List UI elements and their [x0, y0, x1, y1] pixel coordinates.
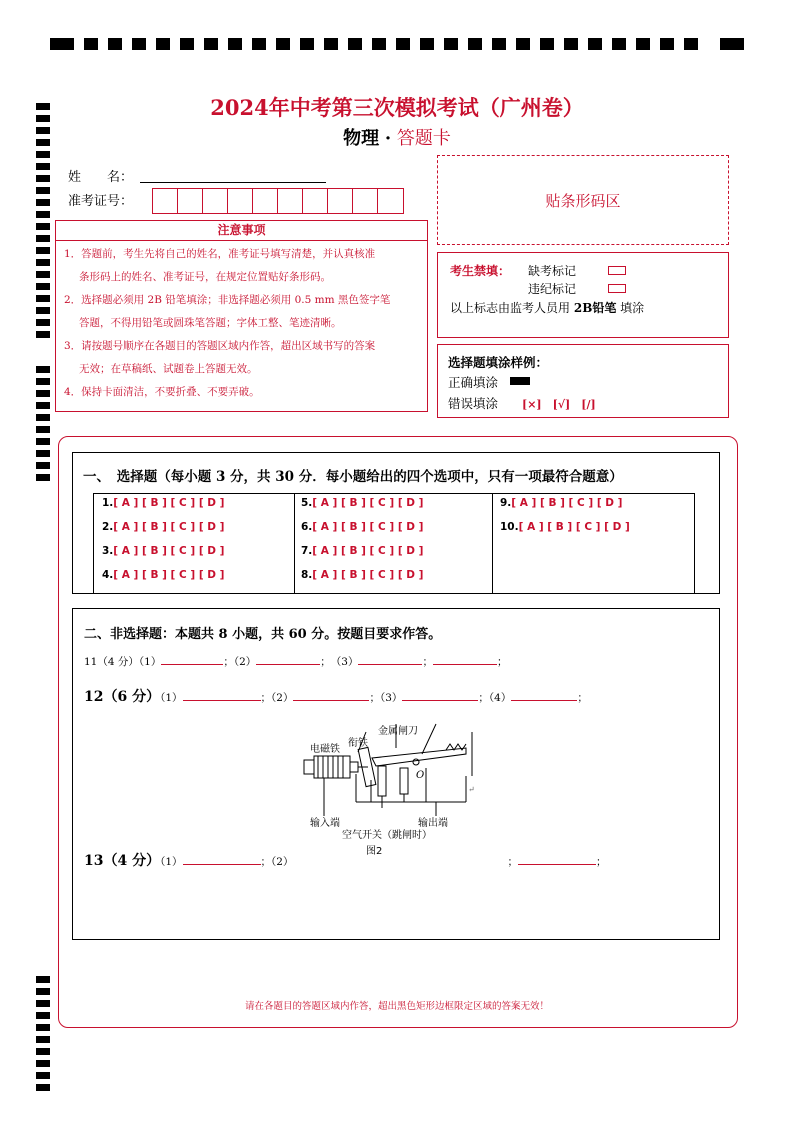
timing-mark [36, 426, 50, 433]
timing-mark [36, 295, 50, 302]
choice-options[interactable]: [ A ] [ B ] [ C ] [ D ] [113, 545, 225, 557]
timing-mark [444, 38, 458, 50]
choice-question-3[interactable] [102, 545, 224, 557]
choice-options[interactable]: [ A ] [ B ] [ C ] [ D ] [511, 497, 623, 509]
q13-end: ； [595, 856, 607, 868]
timing-mark [720, 38, 744, 50]
choice-question-8[interactable] [301, 569, 423, 581]
blade-pivot [413, 759, 419, 765]
q13-answer-2[interactable] [518, 854, 596, 865]
card-name-label: 答题卡 [396, 128, 451, 149]
timing-mark [36, 259, 50, 266]
timing-mark [36, 151, 50, 158]
label-pivot: O [416, 770, 425, 781]
notice-item: 4．保持卡面清洁，不要折叠、不要弄破。 [64, 386, 260, 398]
choice-options[interactable]: [ A ] [ B ] [ C ] [ D ] [312, 569, 424, 581]
q11-part2-label: ；（2） [223, 656, 257, 668]
choice-question-10[interactable] [500, 521, 630, 533]
q12-part1-label: （1） [160, 692, 183, 704]
subtitle-dot: · [384, 128, 392, 149]
q12-end: ； [577, 692, 588, 704]
label-input: 输入端 [310, 818, 340, 829]
choice-number: 3. [102, 545, 114, 557]
q11-end: ； [496, 656, 508, 668]
timing-mark [36, 988, 50, 995]
choice-options[interactable]: [ A ] [ B ] [ C ] [ D ] [312, 497, 424, 509]
contact-post-right [400, 768, 408, 794]
choice-options[interactable]: [ A ] [ B ] [ C ] [ D ] [518, 521, 630, 533]
timing-mark [252, 38, 266, 50]
choice-options[interactable]: [ A ] [ B ] [ C ] [ D ] [312, 521, 424, 533]
timing-mark [36, 247, 50, 254]
name-label: 姓 名： [68, 170, 134, 185]
timing-mark [36, 1048, 50, 1055]
choice-number: 5. [301, 497, 313, 509]
timing-mark [36, 307, 50, 314]
section-nonchoice-heading: 二、非选择题：本题共 8 小题，共 60 分。按题目要求作答。 [84, 627, 442, 642]
timing-mark [36, 331, 50, 338]
label-output: 输出端 [418, 818, 448, 829]
timing-mark [36, 402, 50, 409]
q11-separator: ； [422, 656, 433, 668]
notice-box [55, 220, 428, 412]
timing-mark [564, 38, 578, 50]
choice-number: 2. [102, 521, 114, 533]
q13-number: 13 [84, 853, 104, 869]
fill-sample-title: 选择题填涂样例： [448, 355, 549, 370]
timing-mark [36, 235, 50, 242]
q13-part2-label: ；（2） [260, 856, 294, 868]
q11-answer-3a[interactable] [358, 654, 422, 665]
forbidden-box [437, 252, 729, 338]
q12-score: （6 分） [103, 689, 161, 705]
timing-mark [36, 211, 50, 218]
timing-mark [36, 1084, 50, 1091]
forbidden-note-prefix: 以上标志由监考人员用 [450, 301, 571, 315]
timing-mark [492, 38, 506, 50]
timing-mark [156, 38, 170, 50]
choice-number: 10. [500, 521, 519, 533]
timing-mark [36, 223, 50, 230]
page-title: 2024年中考第三次模拟考试（广州卷） [210, 95, 584, 120]
choice-question-6[interactable] [301, 521, 423, 533]
violation-mark-label: 违纪标记 [528, 282, 577, 296]
timing-mark [36, 163, 50, 170]
name-field[interactable] [140, 182, 326, 183]
electromagnet-core [350, 762, 358, 772]
timing-mark [36, 462, 50, 469]
label-metal-blade: 金属闸刀 [378, 726, 418, 737]
q11-part1-label: （1） [138, 656, 162, 668]
timing-mark [420, 38, 434, 50]
timing-mark [108, 38, 122, 50]
q12-part2-label: ；（2） [260, 692, 294, 704]
exam-number-label: 准考证号： [68, 194, 134, 209]
timing-mark [396, 38, 410, 50]
question-11 [84, 654, 507, 669]
exam-number-grid[interactable] [152, 188, 404, 214]
q11-answer-1[interactable] [161, 654, 223, 665]
notice-item: 答题，不得用铅笔或圆珠笔答题；字体工整、笔迹清晰。 [79, 317, 342, 329]
timing-mark [84, 38, 98, 50]
timing-mark [348, 38, 362, 50]
choice-number: 1. [102, 497, 114, 509]
circuit-breaker-figure [296, 718, 486, 858]
timing-mark [36, 187, 50, 194]
choice-number: 8. [301, 569, 313, 581]
timing-mark [36, 414, 50, 421]
timing-mark [372, 38, 386, 50]
q12-number: 12 [84, 689, 104, 705]
timing-mark [684, 38, 698, 50]
notice-item: 2．选择题必须用 2B 铅笔填涂；非选择题必须用 0.5 mm 黑色签字笔 [64, 294, 391, 306]
question-13 [84, 850, 606, 870]
choice-options[interactable]: [ A ] [ B ] [ C ] [ D ] [113, 497, 225, 509]
timing-mark [516, 38, 530, 50]
question-12 [84, 686, 588, 706]
choice-number: 7. [301, 545, 313, 557]
q11-label: 11（4 分） [84, 656, 139, 668]
choice-options[interactable]: [ A ] [ B ] [ C ] [ D ] [113, 521, 225, 533]
barcode-label: 贴条形码区 [545, 192, 621, 210]
electromagnet-coil [314, 756, 350, 778]
timing-mark [36, 474, 50, 481]
timing-mark [36, 1060, 50, 1067]
q13-score: （4 分） [103, 853, 161, 869]
choice-question-9[interactable] [500, 497, 622, 509]
figure-caption: 图2 [366, 846, 383, 857]
notice-item: 3．请按题号顺序在各题目的答题区域内作答，超出区域书写的答案 [64, 340, 376, 352]
q13-answer-1[interactable] [183, 854, 261, 865]
forbidden-label: 考生禁填： [450, 264, 511, 278]
return-mark: ↵ [468, 785, 475, 794]
timing-mark [36, 438, 50, 445]
notice-item: 条形码上的姓名、准考证号，在规定位置贴好条形码。 [79, 271, 331, 283]
wrong-fill-label: 错误填涂 [448, 396, 499, 411]
timing-mark [36, 450, 50, 457]
forbidden-note [450, 299, 644, 316]
q11-answer-3b[interactable] [433, 654, 497, 665]
choice-number: 6. [301, 521, 313, 533]
correct-fill-label: 正确填涂 [448, 375, 499, 390]
fill-sample-box [437, 344, 729, 418]
q12-part4-label: ；（4） [478, 692, 512, 704]
notice-item: 1．答题前，考生先将自己的姓名，准考证号填写清楚，并认真核准 [64, 248, 376, 260]
label-electromagnet: 电磁铁 [310, 744, 340, 755]
notice-title: 注意事项 [56, 221, 427, 241]
q13-separator: ； [507, 856, 518, 868]
timing-mark [660, 38, 674, 50]
choice-question-2[interactable] [102, 521, 224, 533]
timing-mark [36, 1012, 50, 1019]
notice-item: 无效；在草稿纸、试题卷上答题无效。 [79, 363, 258, 375]
notice-list [56, 241, 427, 404]
timing-mark [36, 1072, 50, 1079]
timing-mark [36, 199, 50, 206]
forbidden-note-suffix: 填涂 [620, 301, 645, 315]
q12-answer-1[interactable] [183, 690, 261, 701]
timing-mark [324, 38, 338, 50]
wrong-fill-examples: [×] [√] [/] [522, 398, 596, 411]
absent-mark-label: 缺考标记 [528, 264, 577, 278]
absent-mark-box[interactable] [608, 266, 626, 275]
timing-mark [228, 38, 242, 50]
choice-number: 9. [500, 497, 512, 509]
timing-mark [36, 283, 50, 290]
circuit-breaker-diagram [296, 718, 486, 858]
timing-mark [36, 1036, 50, 1043]
timing-mark [36, 390, 50, 397]
timing-mark [36, 366, 50, 373]
choice-question-4[interactable] [102, 569, 224, 581]
timing-mark [276, 38, 290, 50]
correct-fill-example [510, 377, 530, 385]
timing-mark [612, 38, 626, 50]
choice-question-7[interactable] [301, 545, 423, 557]
forbidden-note-pencil: 2B铅笔 [573, 301, 617, 315]
section-choice-heading: 一、 选择题（每小题 3 分，共 30 分．每小题给出的四个选项中，只有一项最符合题意） [83, 469, 623, 485]
electromagnet-end-cap [304, 760, 314, 774]
timing-mark [540, 38, 554, 50]
subject-label: 物理 [343, 128, 380, 149]
contact-post-left [378, 766, 386, 796]
choice-question-5[interactable] [301, 497, 423, 509]
timing-mark [468, 38, 482, 50]
timing-mark [36, 319, 50, 326]
q12-answer-4[interactable] [511, 690, 577, 701]
q12-part3-label: ；（3） [369, 692, 403, 704]
footer-warning: 请在各题目的答题区域内作答，超出黑色矩形边框限定区域的答案无效！ [244, 1001, 549, 1012]
timing-mark [50, 38, 74, 50]
timing-mark [636, 38, 650, 50]
choice-number: 4. [102, 569, 114, 581]
timing-mark [36, 271, 50, 278]
choice-question-1[interactable] [102, 497, 224, 509]
q13-part1-label: （1） [160, 856, 183, 868]
timing-mark [588, 38, 602, 50]
timing-mark [300, 38, 314, 50]
q12-answer-3[interactable] [402, 690, 478, 701]
q12-answer-2[interactable] [293, 690, 369, 701]
timing-mark [132, 38, 146, 50]
timing-mark [180, 38, 194, 50]
timing-mark [36, 378, 50, 385]
timing-mark [204, 38, 218, 50]
page-subtitle [0, 124, 794, 150]
label-air-switch: 空气开关（跳闸时） [342, 830, 432, 841]
violation-mark-box[interactable] [608, 284, 626, 293]
choice-options[interactable]: [ A ] [ B ] [ C ] [ D ] [113, 569, 225, 581]
timing-mark [36, 175, 50, 182]
timing-mark [36, 1024, 50, 1031]
timing-mark [36, 976, 50, 983]
barcode-area [437, 155, 729, 245]
top-timing-marks [50, 38, 745, 50]
label-armature: 衔铁 [348, 738, 368, 749]
q11-part3-label: ； （3） [320, 656, 359, 668]
q11-answer-2[interactable] [256, 654, 320, 665]
choice-options[interactable]: [ A ] [ B ] [ C ] [ D ] [312, 545, 424, 557]
